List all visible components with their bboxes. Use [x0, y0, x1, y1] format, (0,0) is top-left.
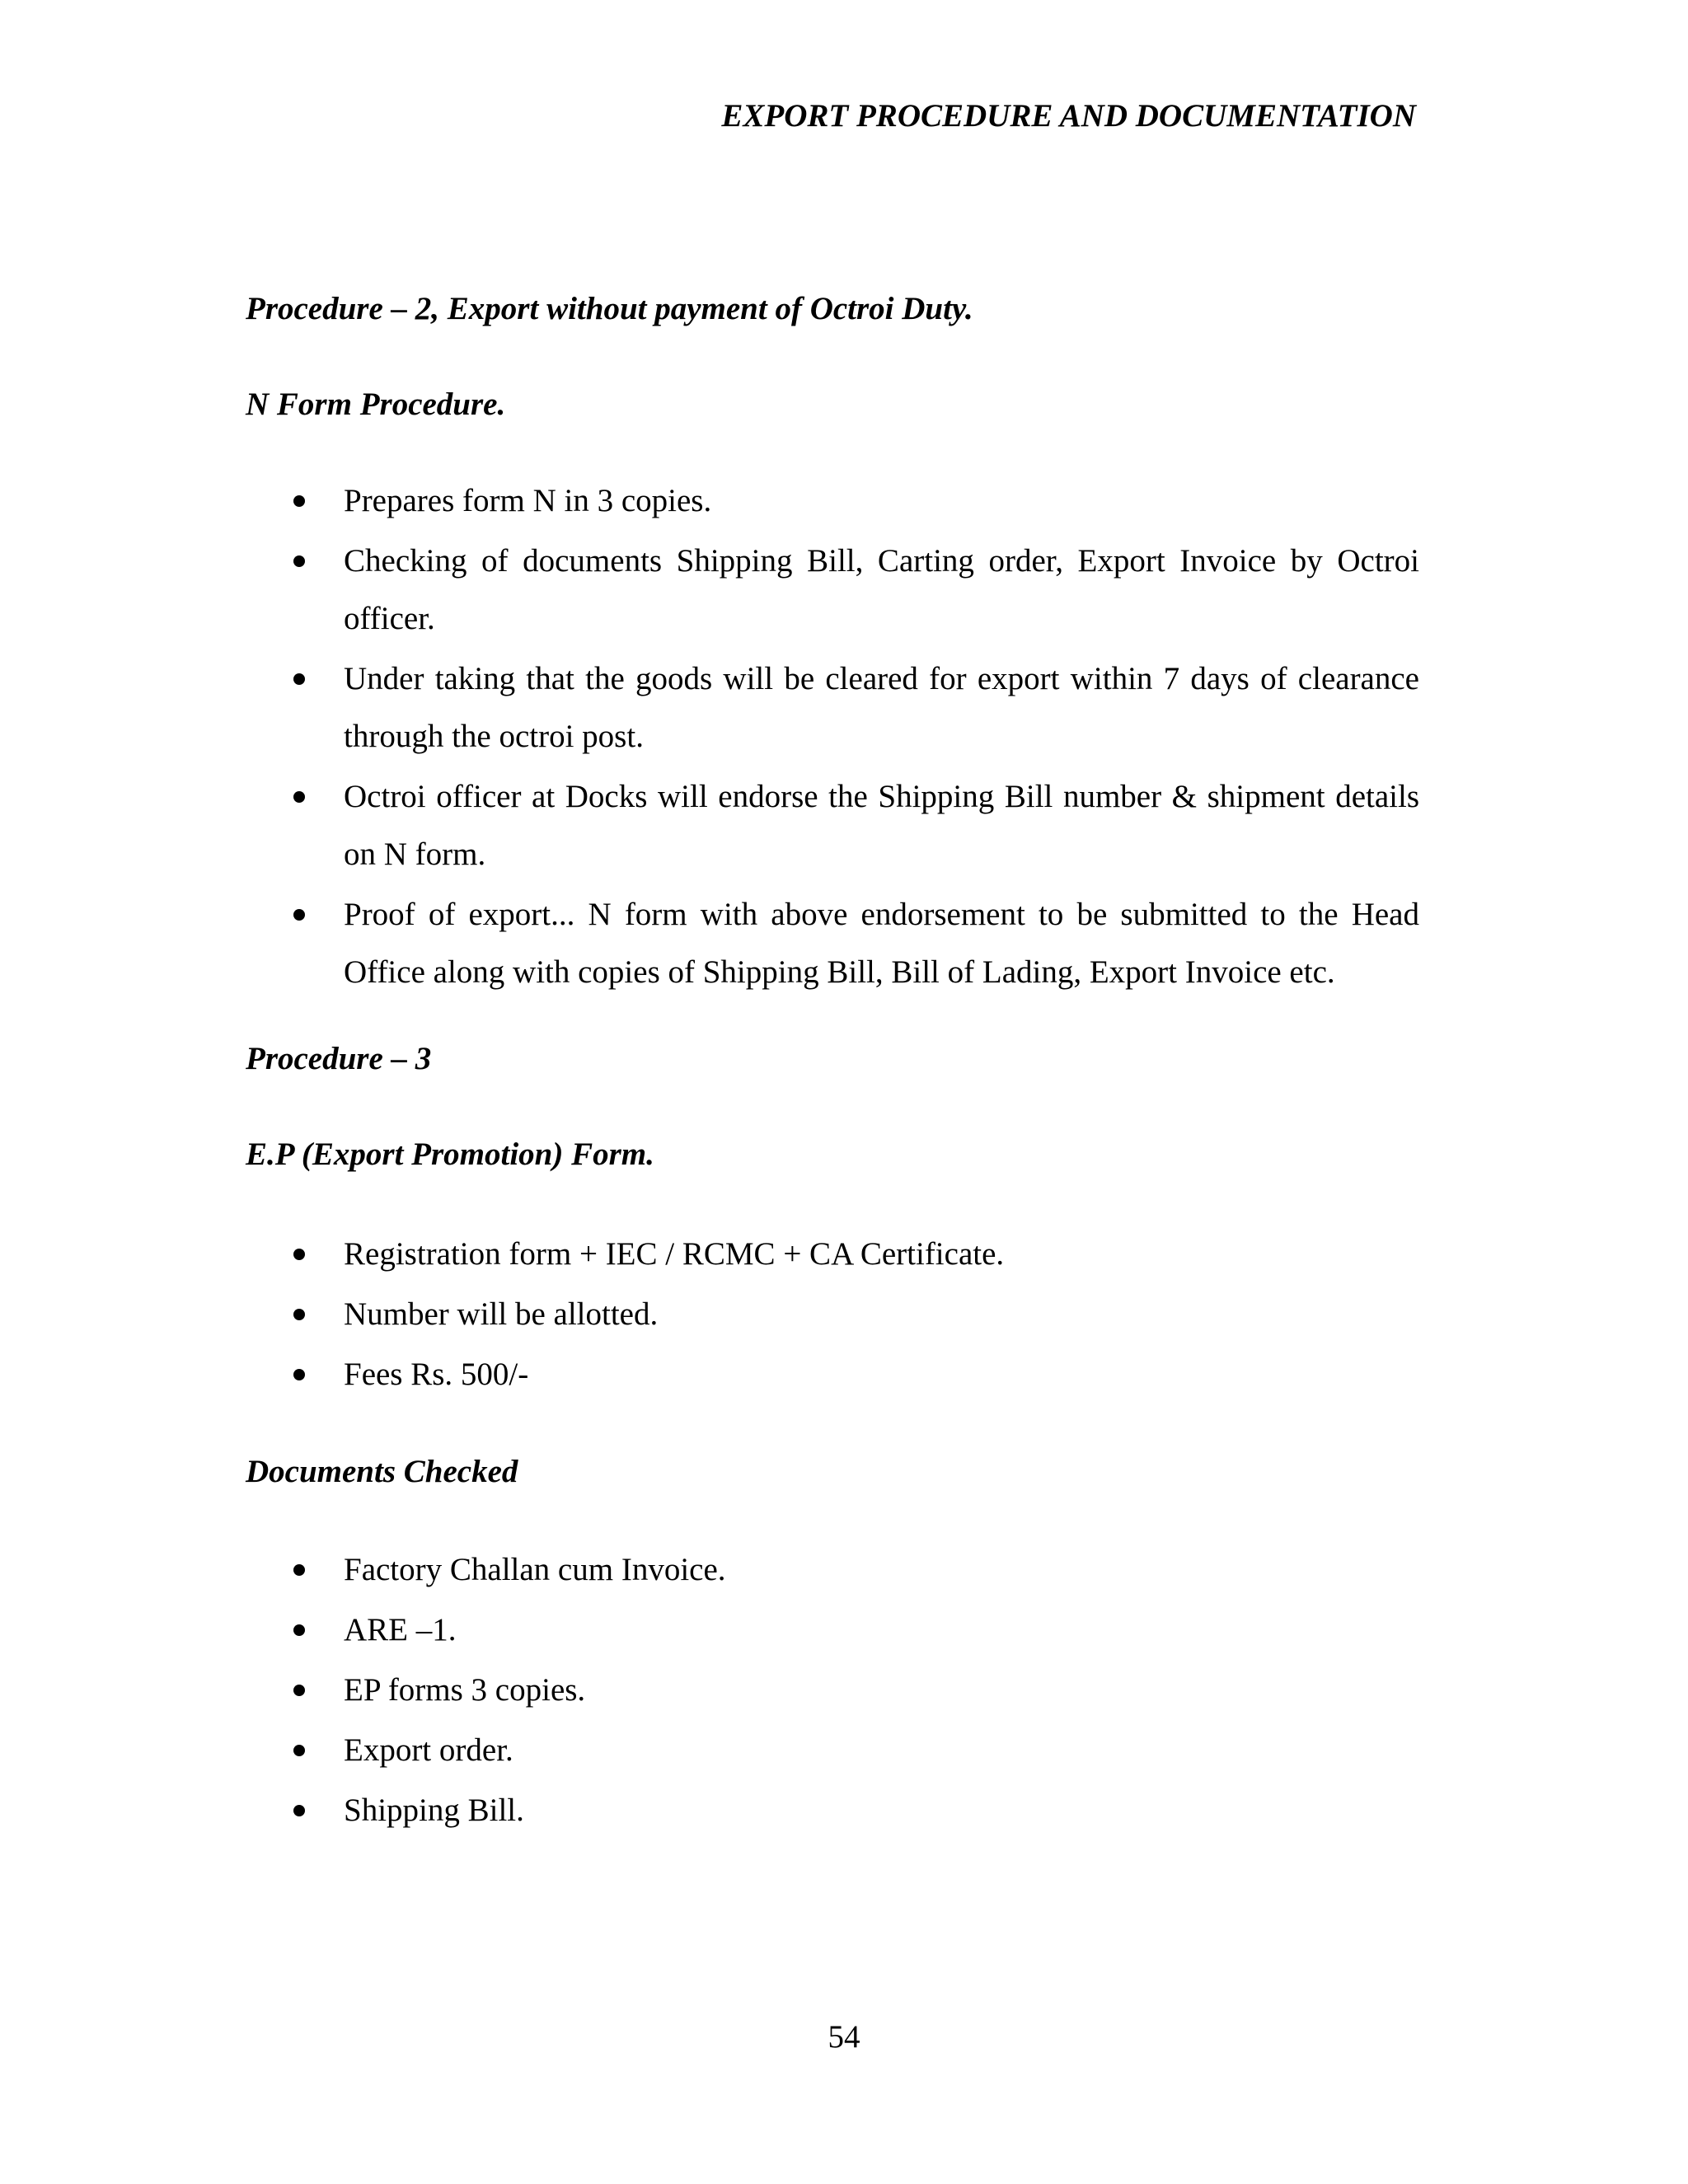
- list-item-text: Prepares form N in 3 copies.: [344, 483, 712, 518]
- list-item: [246, 650, 1419, 766]
- bullet-icon: [293, 1249, 305, 1260]
- list-item-text: Under taking that the goods will be cleared for export within 7 days of clearance through the octroi post.: [344, 661, 1419, 754]
- list-item: [246, 1541, 1419, 1599]
- bullet-icon: [293, 1745, 305, 1756]
- list-item-text: Number will be allotted.: [344, 1296, 659, 1332]
- list-item-text: Checking of documents Shipping Bill, Carting order, Export Invoice by Octroi officer.: [344, 543, 1419, 636]
- page-number: 54: [828, 2019, 860, 2055]
- list-item-text: Fees Rs. 500/-: [344, 1357, 529, 1392]
- list-item-text: ARE –1.: [344, 1612, 457, 1647]
- bullet-icon: [293, 555, 305, 567]
- procedure-2-heading: Procedure – 2, Export without payment of Octroi Duty.: [246, 291, 973, 326]
- ep-form-heading: E.P (Export Promotion) Form.: [246, 1137, 654, 1172]
- list-item: [246, 1661, 1419, 1719]
- bullet-icon: [293, 673, 305, 685]
- list-item: [246, 1346, 1419, 1404]
- list-item-text: Factory Challan cum Invoice.: [344, 1552, 726, 1587]
- bullet-icon: [293, 1624, 305, 1636]
- bullet-icon: [293, 1685, 305, 1696]
- bullet-icon: [293, 1805, 305, 1816]
- ep-form-list: [246, 1226, 1419, 1406]
- n-form-heading: N Form Procedure.: [246, 387, 506, 422]
- list-item: [246, 532, 1419, 648]
- documents-checked-list: [246, 1541, 1419, 1842]
- documents-checked-heading: Documents Checked: [246, 1454, 518, 1489]
- n-form-list: [246, 472, 1419, 1004]
- bullet-icon: [293, 1564, 305, 1576]
- list-item: [246, 1226, 1419, 1283]
- bullet-icon: [293, 1309, 305, 1320]
- running-header: EXPORT PROCEDURE AND DOCUMENTATION: [721, 98, 1416, 134]
- bullet-icon: [293, 495, 305, 507]
- list-item-text: Shipping Bill.: [344, 1793, 524, 1828]
- list-item-text: Octroi officer at Docks will endorse the Shipping Bill number & shipment details on N form.: [344, 779, 1419, 872]
- list-item-text: Registration form + IEC / RCMC + CA Certificate.: [344, 1236, 1005, 1272]
- bullet-icon: [293, 791, 305, 803]
- list-item-text: Proof of export... N form with above endorsement to be submitted to the Head Office along with copies of Shipping Bill, Bill of Lading, Export Invoice etc.: [344, 897, 1419, 990]
- list-item: [246, 472, 1419, 530]
- list-item: [246, 886, 1419, 1001]
- list-item: [246, 1601, 1419, 1659]
- list-item: [246, 1286, 1419, 1343]
- bullet-icon: [293, 1369, 305, 1380]
- list-item-text: Export order.: [344, 1732, 513, 1768]
- procedure-3-heading: Procedure – 3: [246, 1041, 432, 1076]
- list-item: [246, 1782, 1419, 1840]
- list-item: [246, 768, 1419, 883]
- list-item-text: EP forms 3 copies.: [344, 1672, 586, 1708]
- list-item: [246, 1722, 1419, 1779]
- bullet-icon: [293, 909, 305, 921]
